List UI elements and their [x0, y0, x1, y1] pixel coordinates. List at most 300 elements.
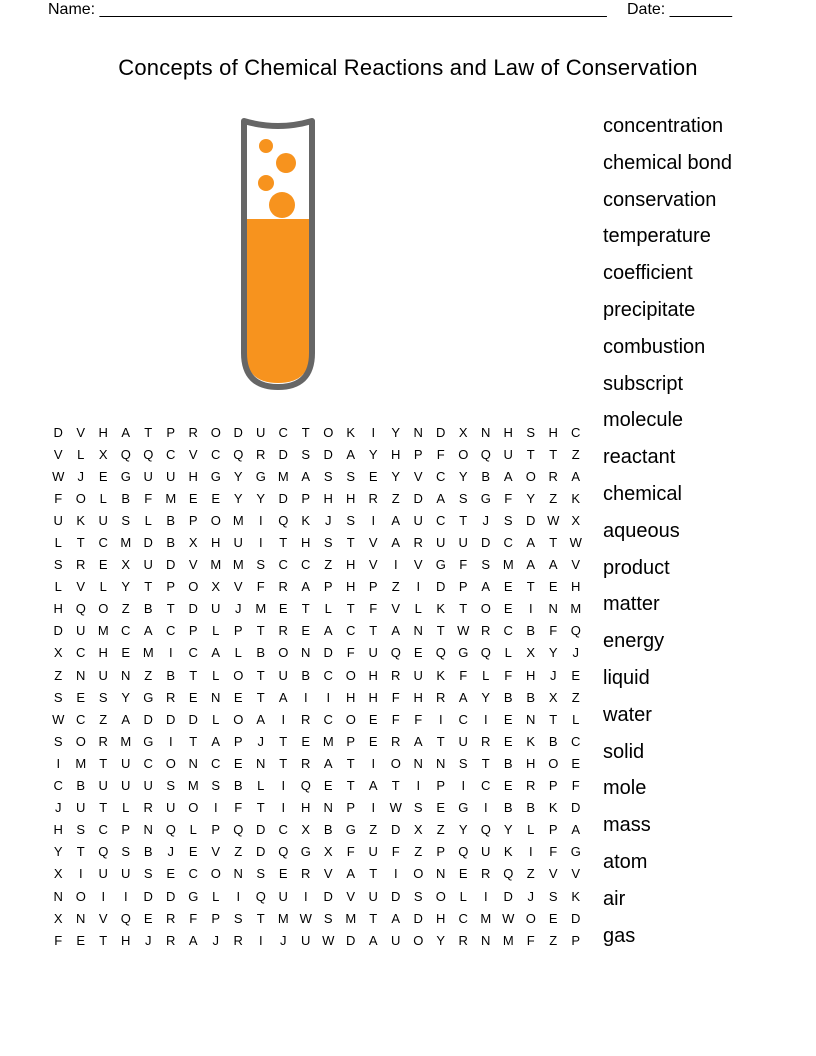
grid-letter: T — [481, 755, 490, 771]
grid-letter: P — [458, 579, 468, 595]
grid-letter: P — [211, 910, 221, 926]
grid-letter: U — [368, 645, 378, 661]
grid-letter: L — [459, 888, 467, 904]
grid-letter: D — [166, 888, 176, 904]
grid-letter: I — [483, 800, 488, 816]
grid-letter: R — [143, 800, 153, 816]
grid-letter: W — [547, 512, 560, 528]
grid-letter: O — [75, 888, 86, 904]
grid-letter: R — [481, 623, 491, 639]
grid-letter: T — [549, 535, 558, 551]
grid-letter: E — [368, 468, 378, 484]
grid-letter: P — [413, 446, 423, 462]
grid-letter: Q — [98, 844, 109, 860]
word-list-item: mole — [603, 777, 647, 800]
grid-letter: I — [56, 755, 61, 771]
grid-letter: D — [278, 446, 288, 462]
grid-letter: B — [76, 778, 86, 794]
grid-letter: T — [189, 733, 198, 749]
grid-letter: M — [210, 557, 222, 573]
grid-letter: Z — [99, 711, 108, 727]
grid-letter: T — [279, 733, 288, 749]
grid-letter: H — [301, 800, 311, 816]
word-list-item: mass — [603, 814, 651, 837]
grid-letter: E — [76, 689, 86, 705]
word-list-item: matter — [603, 593, 660, 616]
grid-letter: D — [323, 645, 333, 661]
grid-letter: E — [143, 910, 153, 926]
grid-letter: U — [98, 866, 108, 882]
grid-letter: X — [121, 557, 131, 573]
grid-letter: K — [526, 733, 536, 749]
grid-letter: G — [255, 468, 266, 484]
grid-letter: B — [143, 844, 153, 860]
grid-letter: B — [548, 733, 558, 749]
grid-letter: L — [54, 535, 62, 551]
word-list-item: solid — [603, 740, 645, 763]
grid-letter: T — [346, 535, 355, 551]
grid-letter: M — [322, 733, 334, 749]
grid-letter: Q — [480, 822, 491, 838]
grid-letter: H — [368, 689, 378, 705]
grid-letter: S — [76, 822, 86, 838]
grid-letter: V — [211, 844, 221, 860]
page-title: Concepts of Chemical Reactions and Law of Conservation — [118, 55, 698, 80]
grid-letter: Q — [435, 645, 446, 661]
grid-letter: O — [458, 446, 469, 462]
grid-letter: A — [503, 468, 513, 484]
grid-letter: J — [527, 888, 534, 904]
grid-letter: L — [482, 667, 490, 683]
grid-letter: F — [54, 932, 63, 948]
grid-letter: V — [368, 535, 378, 551]
grid-letter: E — [436, 800, 446, 816]
grid-letter: N — [481, 424, 491, 440]
grid-letter: W — [52, 468, 65, 484]
grid-letter: Q — [480, 645, 491, 661]
grid-letter: R — [548, 468, 558, 484]
grid-letter: M — [570, 601, 582, 617]
grid-letter: K — [301, 512, 311, 528]
grid-letter: A — [571, 822, 581, 838]
grid-letter: V — [571, 557, 581, 573]
grid-letter: U — [76, 623, 86, 639]
grid-letter: T — [526, 579, 535, 595]
grid-letter: I — [371, 800, 376, 816]
grid-letter: O — [525, 468, 536, 484]
grid-letter: I — [303, 689, 308, 705]
grid-letter: F — [256, 579, 265, 595]
grid-letter: D — [323, 446, 333, 462]
grid-row — [47, 819, 587, 841]
grid-letter: D — [526, 512, 536, 528]
grid-letter: T — [256, 800, 265, 816]
grid-letter: A — [413, 733, 423, 749]
grid-letter: R — [98, 733, 108, 749]
grid-letter: H — [98, 645, 108, 661]
grid-letter: S — [121, 512, 131, 528]
grid-letter: V — [346, 888, 356, 904]
grid-letter: F — [346, 645, 355, 661]
grid-letter: V — [413, 557, 423, 573]
grid-letter: S — [458, 755, 468, 771]
grid-letter: H — [346, 579, 356, 595]
grid-letter: C — [76, 645, 86, 661]
grid-letter: E — [503, 601, 513, 617]
grid-letter: Z — [54, 667, 63, 683]
grid-letter: T — [369, 866, 378, 882]
grid-letter: H — [548, 424, 558, 440]
grid-letter: D — [436, 579, 446, 595]
grid-letter: B — [121, 490, 131, 506]
grid-letter: V — [233, 579, 243, 595]
grid-letter: V — [53, 446, 63, 462]
grid-letter: W — [299, 910, 312, 926]
grid-letter: U — [436, 535, 446, 551]
grid-letter: R — [436, 689, 446, 705]
grid-letter: P — [368, 579, 378, 595]
grid-letter: L — [99, 579, 107, 595]
grid-letter: I — [528, 844, 533, 860]
word-list-item: conservation — [603, 188, 717, 211]
grid-letter: Q — [503, 866, 514, 882]
grid-letter: J — [212, 932, 219, 948]
grid-letter: Q — [165, 822, 176, 838]
grid-letter: S — [346, 512, 356, 528]
grid-letter: I — [393, 557, 398, 573]
grid-letter: V — [571, 866, 581, 882]
grid-letter: H — [436, 910, 446, 926]
grid-letter: U — [98, 778, 108, 794]
grid-letter: H — [346, 490, 356, 506]
grid-letter: E — [368, 711, 378, 727]
word-list-item: aqueous — [603, 519, 680, 542]
grid-letter: D — [323, 888, 333, 904]
grid-letter: L — [122, 800, 130, 816]
grid-letter: Q — [120, 910, 131, 926]
grid-letter: H — [323, 490, 333, 506]
grid-letter: I — [281, 711, 286, 727]
grid-letter: M — [120, 733, 132, 749]
grid-letter: T — [436, 733, 445, 749]
grid-letter: L — [234, 645, 242, 661]
grid-letter: O — [435, 888, 446, 904]
grid-row — [47, 664, 587, 686]
grid-row — [47, 797, 587, 819]
grid-letter: L — [212, 623, 220, 639]
grid-letter: S — [413, 800, 423, 816]
grid-letter: M — [502, 932, 514, 948]
grid-letter: H — [346, 557, 356, 573]
grid-letter: I — [78, 866, 83, 882]
grid-letter: C — [278, 557, 288, 573]
grid-letter: X — [548, 689, 558, 705]
grid-letter: P — [436, 778, 446, 794]
grid-letter: B — [503, 755, 513, 771]
grid-letter: C — [481, 778, 491, 794]
grid-letter: T — [144, 424, 153, 440]
word-list-item: temperature — [603, 225, 711, 248]
grid-letter: D — [53, 424, 63, 440]
grid-letter: P — [548, 822, 558, 838]
grid-letter: Z — [571, 689, 580, 705]
grid-letter: F — [234, 800, 243, 816]
grid-letter: F — [346, 844, 355, 860]
grid-letter: I — [528, 601, 533, 617]
grid-letter: E — [301, 623, 311, 639]
grid-letter: S — [233, 910, 243, 926]
grid-letter: A — [458, 689, 468, 705]
grid-letter: P — [548, 778, 558, 794]
grid-letter: V — [548, 866, 558, 882]
grid-letter: J — [257, 733, 264, 749]
grid-letter: C — [458, 910, 468, 926]
grid-letter: Q — [143, 446, 154, 462]
grid-letter: Q — [233, 822, 244, 838]
word-list-item: gas — [603, 924, 636, 947]
grid-row — [47, 775, 587, 797]
grid-letter: L — [527, 822, 535, 838]
grid-letter: R — [413, 535, 423, 551]
grid-letter: M — [165, 490, 177, 506]
grid-letter: A — [436, 490, 446, 506]
grid-letter: M — [277, 910, 289, 926]
grid-letter: M — [232, 557, 244, 573]
grid-letter: N — [323, 800, 333, 816]
grid-letter: F — [504, 490, 513, 506]
grid-letter: I — [101, 888, 106, 904]
grid-letter: O — [480, 601, 491, 617]
grid-letter: C — [571, 733, 581, 749]
grid-letter: O — [188, 800, 199, 816]
grid-letter: T — [346, 601, 355, 617]
grid-letter: B — [526, 623, 536, 639]
grid-letter: W — [569, 535, 582, 551]
grid-letter: E — [166, 866, 176, 882]
grid-letter: Y — [526, 490, 536, 506]
grid-letter: I — [258, 535, 263, 551]
grid-letter: M — [75, 755, 87, 771]
grid-letter: A — [121, 424, 131, 440]
grid-letter: U — [143, 468, 153, 484]
grid-letter: K — [503, 844, 513, 860]
grid-letter: G — [480, 490, 491, 506]
grid-letter: E — [503, 579, 513, 595]
grid-letter: B — [526, 689, 536, 705]
grid-letter: F — [144, 490, 153, 506]
word-list-item: atom — [603, 850, 648, 873]
grid-letter: T — [549, 446, 558, 462]
grid-letter: A — [368, 778, 378, 794]
grid-letter: O — [188, 579, 199, 595]
grid-letter: O — [210, 512, 221, 528]
word-list-item: molecule — [603, 409, 684, 432]
grid-letter: M — [142, 645, 154, 661]
grid-letter: B — [526, 800, 536, 816]
grid-letter: U — [278, 667, 288, 683]
word-list-item: air — [603, 887, 626, 910]
grid-letter: Z — [144, 667, 153, 683]
grid-letter: D — [391, 888, 401, 904]
grid-letter: I — [371, 512, 376, 528]
grid-letter: B — [481, 468, 491, 484]
grid-letter: D — [166, 711, 176, 727]
grid-letter: R — [301, 755, 311, 771]
grid-letter: Q — [480, 446, 491, 462]
grid-letter: O — [210, 866, 221, 882]
grid-letter: Z — [234, 844, 243, 860]
grid-letter: F — [459, 557, 468, 573]
grid-letter: M — [480, 910, 492, 926]
grid-letter: C — [436, 512, 446, 528]
grid-letter: U — [368, 844, 378, 860]
grid-letter: I — [393, 866, 398, 882]
grid-letter: B — [301, 667, 311, 683]
grid-letter: C — [278, 822, 288, 838]
grid-letter: Q — [458, 844, 469, 860]
grid-letter: N — [436, 755, 446, 771]
grid-letter: J — [145, 932, 152, 948]
grid-letter: D — [278, 490, 288, 506]
grid-letter: N — [413, 755, 423, 771]
grid-letter: A — [526, 535, 536, 551]
grid-letter: W — [322, 932, 335, 948]
grid-letter: O — [278, 645, 289, 661]
grid-letter: D — [188, 711, 198, 727]
grid-letter: H — [53, 601, 63, 617]
grid-letter: I — [213, 800, 218, 816]
grid-letter: Q — [120, 446, 131, 462]
grid-letter: R — [458, 932, 468, 948]
grid-letter: Z — [549, 490, 558, 506]
grid-letter: T — [549, 711, 558, 727]
grid-letter: C — [166, 446, 176, 462]
grid-letter: T — [279, 755, 288, 771]
grid-letter: A — [391, 512, 401, 528]
grid-letter: F — [189, 910, 198, 926]
grid-letter: E — [548, 910, 558, 926]
grid-letter: O — [345, 667, 356, 683]
grid-letter: H — [346, 689, 356, 705]
grid-letter: X — [188, 535, 198, 551]
grid-letter: M — [255, 601, 267, 617]
grid-letter: C — [53, 778, 63, 794]
grid-letter: D — [143, 535, 153, 551]
grid-letter: R — [481, 733, 491, 749]
grid-letter: R — [188, 424, 198, 440]
grid-letter: O — [345, 711, 356, 727]
grid-row — [47, 598, 587, 620]
grid-letter: V — [76, 424, 86, 440]
grid-row — [47, 487, 587, 509]
grid-letter: M — [502, 557, 514, 573]
grid-row — [47, 509, 587, 531]
grid-letter: U — [458, 535, 468, 551]
grid-letter: I — [123, 888, 128, 904]
grid-letter: C — [436, 468, 446, 484]
grid-letter: J — [550, 667, 557, 683]
grid-letter: G — [300, 844, 311, 860]
grid-letter: R — [278, 623, 288, 639]
grid-letter: U — [368, 888, 378, 904]
word-list — [603, 108, 732, 954]
grid-letter: C — [323, 711, 333, 727]
grid-letter: G — [143, 689, 154, 705]
grid-letter: S — [256, 557, 266, 573]
grid-letter: D — [436, 424, 446, 440]
grid-row — [47, 554, 587, 576]
grid-letter: S — [166, 778, 176, 794]
grid-letter: U — [211, 601, 221, 617]
grid-letter: U — [76, 800, 86, 816]
grid-letter: P — [346, 733, 356, 749]
grid-letter: A — [121, 711, 131, 727]
grid-letter: P — [166, 424, 176, 440]
grid-letter: T — [369, 623, 378, 639]
grid-letter: U — [121, 866, 131, 882]
grid-row — [47, 929, 587, 951]
grid-letter: H — [526, 667, 536, 683]
word-list-item: liquid — [603, 666, 650, 689]
grid-letter: M — [187, 778, 199, 794]
grid-letter: I — [371, 755, 376, 771]
grid-letter: C — [98, 822, 108, 838]
grid-letter: G — [570, 844, 581, 860]
grid-row — [47, 885, 587, 907]
grid-letter: E — [188, 844, 198, 860]
grid-letter: X — [571, 512, 581, 528]
grid-letter: P — [436, 844, 446, 860]
grid-letter: L — [212, 888, 220, 904]
grid-letter: U — [166, 468, 176, 484]
grid-letter: E — [571, 755, 581, 771]
grid-letter: N — [256, 755, 266, 771]
grid-letter: N — [53, 888, 63, 904]
grid-letter: S — [211, 778, 221, 794]
grid-letter: M — [345, 910, 357, 926]
grid-letter: B — [233, 778, 243, 794]
grid-letter: A — [571, 468, 581, 484]
grid-letter: E — [503, 733, 513, 749]
grid-letter: G — [143, 733, 154, 749]
grid-letter: W — [457, 623, 470, 639]
grid-letter: S — [301, 446, 311, 462]
grid-letter: C — [121, 623, 131, 639]
grid-letter: H — [526, 755, 536, 771]
grid-letter: I — [461, 778, 466, 794]
grid-letter: X — [301, 822, 311, 838]
grid-letter: I — [168, 733, 173, 749]
grid-letter: L — [324, 601, 332, 617]
grid-letter: A — [323, 755, 333, 771]
grid-letter: L — [212, 667, 220, 683]
grid-letter: C — [188, 866, 198, 882]
grid-letter: G — [458, 645, 469, 661]
word-list-item: water — [603, 703, 652, 726]
grid-letter: E — [548, 579, 558, 595]
grid-letter: U — [278, 888, 288, 904]
grid-letter: M — [120, 535, 132, 551]
grid-letter: I — [281, 778, 286, 794]
grid-letter: A — [548, 557, 558, 573]
grid-letter: S — [346, 468, 356, 484]
grid-letter: X — [323, 844, 333, 860]
grid-letter: C — [76, 711, 86, 727]
grid-letter: U — [166, 800, 176, 816]
grid-letter: C — [143, 755, 153, 771]
grid-letter: Z — [526, 866, 535, 882]
grid-letter: R — [278, 579, 288, 595]
